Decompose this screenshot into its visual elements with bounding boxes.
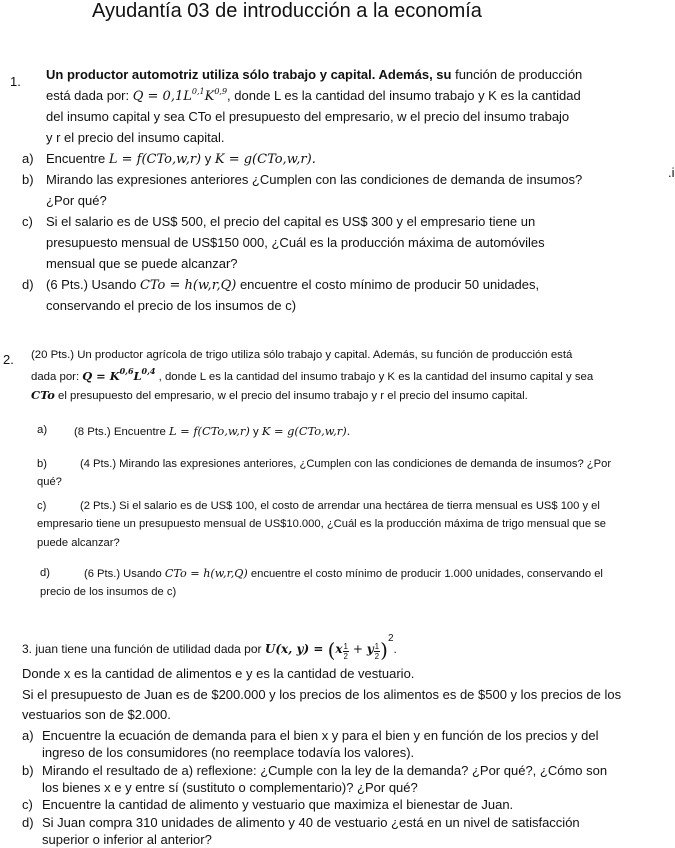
problem-3-b-line-2: los bienes x e y entre sí (sustituto o complementario)? ¿Por qué? [42,780,418,795]
var-x: x [335,642,343,656]
problem-3-a-line-2: ingreso de los consumidores (no reemplace todavía los valores). [42,745,415,760]
text: , donde L es la cantidad del insumo trabajo y K es la cantidad del insumo capital y sea [155,371,594,383]
problem-2-d-label: d) [40,567,50,579]
formula: CTo = h(w,r,Q) [139,278,237,293]
text: el presupuesto del empresario, w el precio del insumo trabajo y r el precio del insumo capital. [54,390,528,402]
exponent: 0,6 [119,366,134,376]
text: y [249,426,262,438]
formula-part: Q = K [82,369,120,383]
formula: CTo [31,388,55,402]
problem-2-line-1: (20 Pts.) Un productor agrícola de trigo utiliza sólo trabajo y capital. Además, su función de producción está [31,349,573,361]
problem-3-line-1 [22,633,397,662]
problem-3-a-label: a) [22,728,34,743]
exponent: 0,9 [214,87,228,96]
paren: ) [380,638,388,662]
text: (8 Pts.) Encuentre [74,426,169,438]
formula: K = g(CTo,w,r). [261,424,351,438]
problem-2-c-line-2: empresario tiene un presupuesto mensual de US$10.000, ¿Cuál es la producción máxima de trigo mensual que se [37,518,607,530]
text: (6 Pts.) Usando [46,277,140,292]
text: Encuentre [46,151,109,166]
problem-2-c-label: c) [37,500,47,512]
text: y [201,151,215,166]
problem-2-b-line-1: (4 Pts.) Mirando las expresiones anteriores, ¿Cumplen con las condiciones de demanda de insumos? ¿Por [80,458,612,470]
problem-1-d-label: d) [22,277,34,292]
problem-2-a-label: a) [37,424,48,436]
problem-1-b-line-1: Mirando las expresiones anteriores ¿Cumplen con las condiciones de demanda de insumos? [46,172,583,187]
text: encuentre el costo mínimo de producir 1.000 unidades, conservando el [247,568,603,580]
problem-1-c-line-3: mensual que se puede alcanzar? [46,256,238,271]
problem-1-number: 1. [10,74,21,89]
problem-2-c-line-3: puede alcanzar? [37,537,120,549]
problem-1-d-line-2: conservando el precio de los insumos de c) [46,298,297,313]
formula: L = f(CTo,w,r) [108,152,202,167]
problem-1-c-label: c) [22,214,33,229]
formula-part: L [133,369,142,383]
problem-3-line-2: Donde x es la cantidad de alimentos e y es la cantidad de vestuario. [22,666,415,681]
text: dada por: [31,371,83,383]
problem-2-a-text [74,424,350,438]
formula: L = f(CTo,w,r) [168,424,250,438]
problem-3-d-label: d) [22,815,34,830]
side-mark: .i [668,165,675,180]
problem-1-intro-bold: Un productor automotriz utiliza sólo trabajo y capital. Además, su [46,67,452,82]
production-function-2 [82,366,156,383]
problem-2-number: 2. [3,352,14,367]
problem-2-d-line-2: precio de los insumos de c) [40,586,177,598]
problem-3-b-line-1: Mirando el resultado de a) reflexione: ¿Cumple con la ley de la demanda? ¿Por qué?, ¿Cómo son [42,763,608,778]
problem-3-line-4: vestuarios son de $2.000. [22,707,171,722]
problem-1-text: está dada por: [46,88,133,103]
problem-3-d-line-1: Si Juan compra 310 unidades de alimento y 40 de vestuario ¿está en un nivel de satisfacción [42,815,580,830]
numerator: 1 [343,642,348,651]
problem-1-line-4: y r el precio del insumo capital. [46,130,225,145]
problem-1-line-3: del insumo capital y sea CTo el presupuesto del empresario, w el precio del insumo trabajo [46,109,570,124]
production-function-1 [133,89,227,104]
text: 3. juan tiene una función de utilidad dada por [22,642,265,656]
problem-2-line-2 [31,366,594,383]
formula: K = g(CTo,w,r). [214,152,316,167]
problem-3-b-label: b) [22,763,34,778]
problem-1-c-line-1: Si el salario es de US$ 500, el precio del capital es US$ 300 y el empresario tiene un [46,214,536,229]
exponent: 2 [387,633,394,644]
numerator: 1 [374,642,380,651]
formula: CTo = h(w,r,Q) [164,567,248,580]
problem-1-line-2 [46,88,581,104]
problem-1-c-line-2: presupuesto mensual de US$150 000, ¿Cuál es la producción máxima de automóviles [46,235,545,250]
problem-1-intro-rest: función de producción [451,67,583,82]
problem-1-a-text [46,151,316,167]
problem-1-text: , donde L es la cantidad del insumo trabajo y K es la cantidad [227,88,581,103]
problem-2-d-line-1 [84,567,603,580]
problem-1-line-1 [46,67,582,82]
problem-1-a-label: a) [22,151,34,166]
formula-part: Q = 0,1L [132,89,192,104]
denominator: 2 [374,652,380,661]
text: encuentre el costo mínimo de producir 50 unidades, [236,277,540,292]
exponent: 0,4 [141,366,156,376]
var-y: y [366,642,374,656]
problem-3-d-line-2: superior o inferior al anterior? [42,832,212,847]
problem-1-b-label: b) [22,172,34,187]
page-title: Ayudantía 03 de introducción a la economía [92,0,482,22]
problem-2-c-line-1: (2 Pts.) Si el salario es de US$ 100, el costo de arrendar una hectárea de tierra mensual es US$ 100 y el [80,500,600,512]
problem-2-b-label: b) [37,458,47,470]
text: (6 Pts.) Usando [84,568,165,580]
problem-2-b-line-2: qué? [37,476,62,488]
problem-3-c-line-1: Encuentre la cantidad de alimento y vestuario que maximiza el bienestar de Juan. [42,797,514,812]
problem-1-d-line-1 [46,277,539,293]
denominator: 2 [343,652,348,661]
text: . [393,642,397,656]
problem-1-b-line-2: ¿Por qué? [46,193,107,208]
problem-3-c-label: c) [22,797,33,812]
formula-part: K [204,89,215,104]
problem-3-line-3: Si el presupuesto de Juan es de $200.000 y los precios de los alimentos es de $500 y los precios de los [22,687,622,702]
problem-3-a-line-1: Encuentre la ecuación de demanda para el bien x y para el bien y en función de los precios y del [42,728,599,743]
exponent: 0,1 [191,87,205,96]
problem-2-line-3 [31,388,528,402]
plus: + [349,642,367,656]
paren: ( [327,638,336,662]
utility-function: U(x, y) = [264,642,328,656]
